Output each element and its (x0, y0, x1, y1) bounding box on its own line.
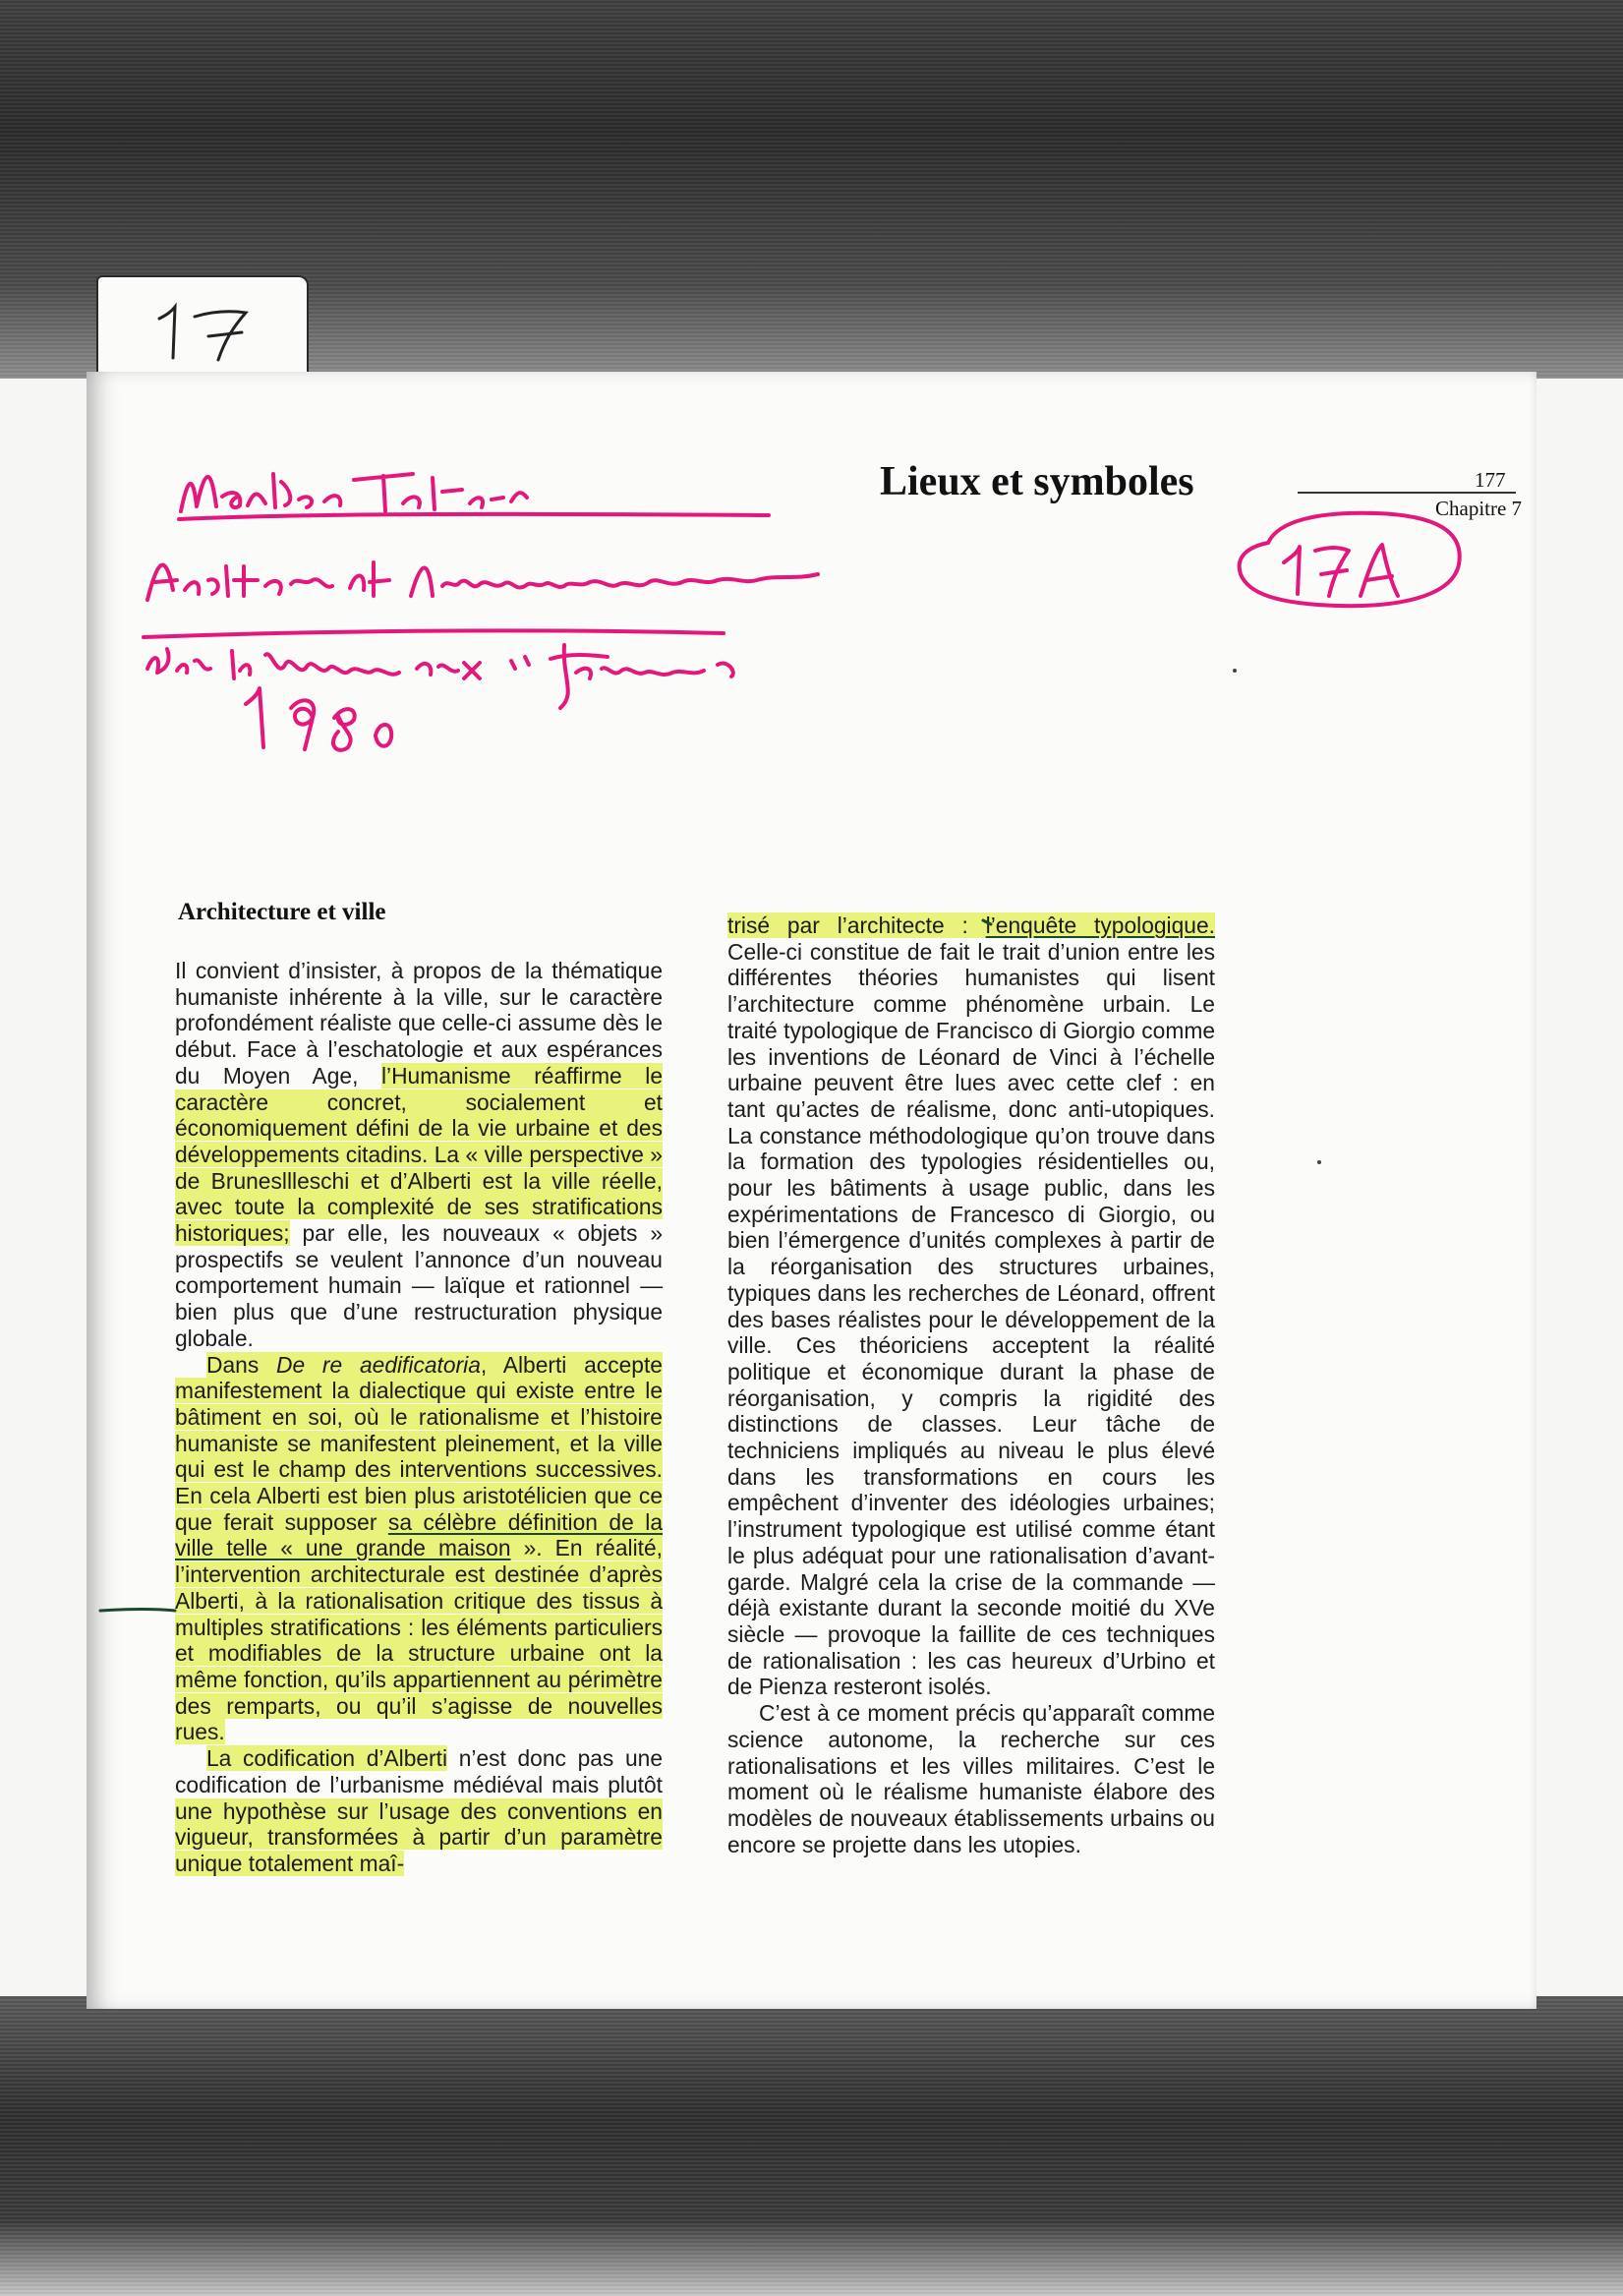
handwritten-tab-number (98, 277, 307, 383)
highlighted-text (175, 1352, 663, 1745)
body-text: Dans (206, 1351, 276, 1378)
scan-speck (1233, 669, 1237, 673)
paragraph (175, 1745, 663, 1877)
paragraph: C’est à ce moment précis qu’apparaît comme science autonome, la recherche sur ces rationalisations et les villes militaires. C’est le moment où le réalisme humaniste élabore des modèles de nouveaux établissements urbains ou encore se projette dans les utopies. (727, 1700, 1215, 1857)
highlighted-text: une hypothèse sur l’usage des conventions en vigueur, transformées à partir d’un paramètre unique totalement maî- (175, 1797, 663, 1876)
highlighted-text: La codification d’Alberti (206, 1745, 448, 1772)
paragraph (727, 913, 1215, 1700)
section-heading: Architecture et ville (178, 899, 386, 925)
scan-speck (1317, 1160, 1321, 1164)
body-text: n’est donc pas une codification de l’urbanisme médiéval mais plutôt (175, 1745, 664, 1797)
book-title-italic: De re aedificatoria (276, 1351, 481, 1378)
highlighted-text: trisé par l’architecte : (727, 913, 986, 938)
body-text: ». En réalité, l’intervention architecturale est destinée d’après Alberti, à la rationalisation critique des tissus à multiples stratifications : les éléments particuliers et modifiables de la structure urbaine ont la même fonction, qu’ils appartiennent au périmètre des remparts, ou qu’il s’agisse de nouvelles rues. (175, 1535, 663, 1745)
page-number: 177 (1475, 468, 1506, 492)
body-text: Il convient d’insister, à propos de la thématique humaniste inhérente à la ville, sur le caractère profondément réaliste que celle-ci assume dès le début. Face à l’eschatologie et aux espérances du Moyen Age, (175, 958, 663, 1089)
body-text: par elle, les nouveaux « objets » prospectifs se veulent l’annonce d’un nouveau comportement humain — laïque et rationnel — bien plus que d’une restructuration physique globale. (175, 1220, 663, 1351)
underlined-text: l’enquête typologique. (985, 913, 1215, 938)
text-column-right (727, 913, 1215, 1857)
page-number-tab (96, 275, 309, 383)
running-header-title: Lieux et symboles (880, 459, 1194, 504)
chapter-label: Chapitre 7 (1435, 497, 1523, 520)
paragraph (175, 1352, 663, 1746)
paragraph (175, 958, 663, 1352)
highlighted-text: l’Humanisme réaffirme le caractère concret, socialement et économiquement défini de la vie urbaine et des développements citadins. La « ville perspective » de Brunesllleschi et d’Alberti est la ville réelle, avec toute la complexité de ses stratifications historiques; (175, 1062, 663, 1247)
underlined-text: sa célèbre définition de la ville telle « une grande maison (175, 1508, 664, 1561)
scanner-shadow-bottom (0, 1996, 1623, 2296)
body-text: , Alberti accepte manifestement la dialectique qui existe entre le bâtiment en soi, où le rationalisme et l’histoire humaniste se manifestent pleinement, et la ville qui est le champ des interventions successives. En cela Alberti est bien plus aristotélicien que ce que ferait supposer (175, 1351, 663, 1535)
text-column-left (175, 958, 663, 1877)
body-text: Celle-ci constitue de fait le trait d’union entre les différentes théories humanistes qui lisent l’architecture comme phénomène urbain. Le traité typologique de Francisco di Giorgio comme les inventions de Léonard de Vinci à l’échelle urbaine peuvent être lues avec cette clef : en tant qu’actes de réalisme, donc anti-utopiques. La constance méthodologique qu’on trouve dans la formation des typologies résidentielles ou, pour les bâtiments à usage public, dans les expérimentations de Francesco di Giorgio, ou bien l’émergence d’unités complexes à partir de la réorganisation des structures urbaines, typiques dans les recherches de Léonard, offrent des bases réalistes pour le développement de la ville. Ces théoriciens acceptent la réalité politique et économique durant la phase de réorganisation, y compris la rigidité des distinctions de classes. Leur tâche de techniciens impliqués au niveau le plus élevé dans les transformations en cours les empêchent d’inventer des idéologies urbaines; l’instrument typologique est utilisé comme étant le plus adéquat pour une rationalisation d’avant-garde. Malgré cela la crise de la commande — déjà existante durant la seconde moitié du XVe siècle — provoque la faillite de ces techniques de rationalisation : les cas heureux d’Urbino et de Pienza resteront isolés. (727, 938, 1215, 1700)
